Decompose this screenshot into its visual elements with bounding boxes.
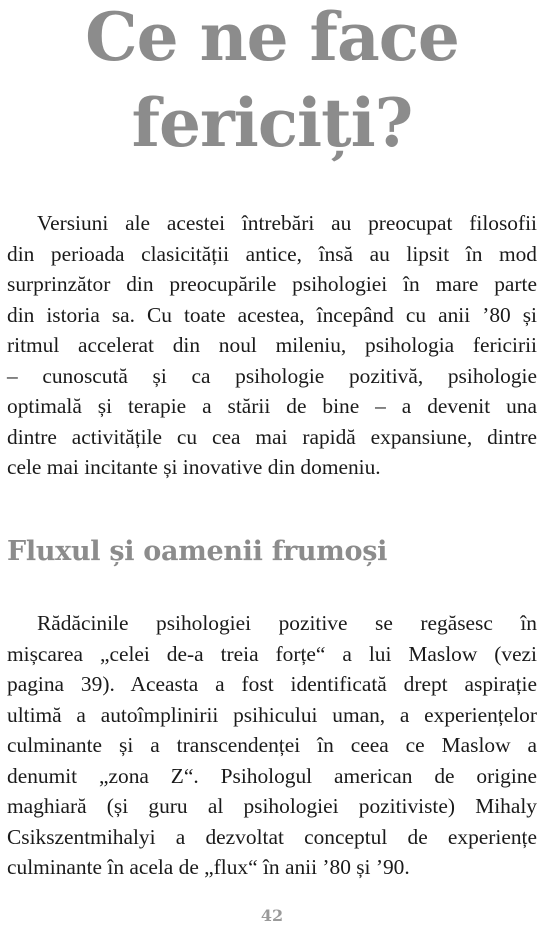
page-number: 42 — [260, 906, 284, 925]
paragraph-line: din istoria sa. Cu toate acestea, începând cu anii ’80 și — [7, 302, 537, 327]
paragraph-line: pagina 39). Aceasta a fost identificată drept aspirație — [7, 672, 537, 696]
paragraph-line: cele mai incitante și inovative din domeniu. — [7, 455, 381, 479]
paragraph-line: denumit „zona Z“. Psihologul american de origine — [7, 763, 537, 788]
paragraph-line: ritmul accelerat din noul mileniu, psihologia fericirii — [7, 333, 537, 357]
chapter-title-line-1: Ce ne face — [85, 0, 459, 76]
paragraph-line: maghiară (și guru al psihologiei pozitiviste) Mihaly — [7, 794, 537, 818]
paragraph-line: dintre activitățile cu cea mai rapidă expansiune, dintre — [7, 424, 537, 449]
paragraph-line: mișcarea „celei de-a treia forțe“ a lui Maslow (vezi — [7, 641, 537, 666]
paragraph-line: Csikszentmihalyi a dezvoltat conceptul de experiențe — [7, 824, 537, 849]
chapter-title — [0, 0, 544, 166]
intro-paragraph — [7, 208, 537, 483]
paragraph-line: Rădăcinile psihologiei pozitive se regăsesc în — [37, 611, 537, 635]
paragraph-line: surprinzător din preocupările psihologiei în mare parte — [7, 272, 537, 296]
paragraph-line: optimală și terapie a stării de bine – a devenit una — [7, 394, 537, 418]
chapter-title-line-2: fericiți? — [131, 84, 413, 162]
section-paragraph — [7, 608, 537, 883]
paragraph-line: – cunoscută și ca psihologie pozitivă, psihologie — [7, 363, 537, 388]
paragraph-line: culminante în acela de „flux“ în anii ’80 și ’90. — [7, 855, 410, 879]
section-heading: Fluxul și oamenii frumoși — [7, 536, 388, 567]
paragraph-line: ultimă a autoîmplinirii psihicului uman, a experiențelor — [7, 702, 537, 727]
paragraph-line: culminante și a transcendenței în ceea ce Maslow a — [7, 733, 537, 757]
paragraph-line: Versiuni ale acestei întrebări au preocupat filosofii — [37, 211, 537, 235]
paragraph-line: din perioada clasicității antice, însă au lipsit în mod — [7, 241, 537, 266]
